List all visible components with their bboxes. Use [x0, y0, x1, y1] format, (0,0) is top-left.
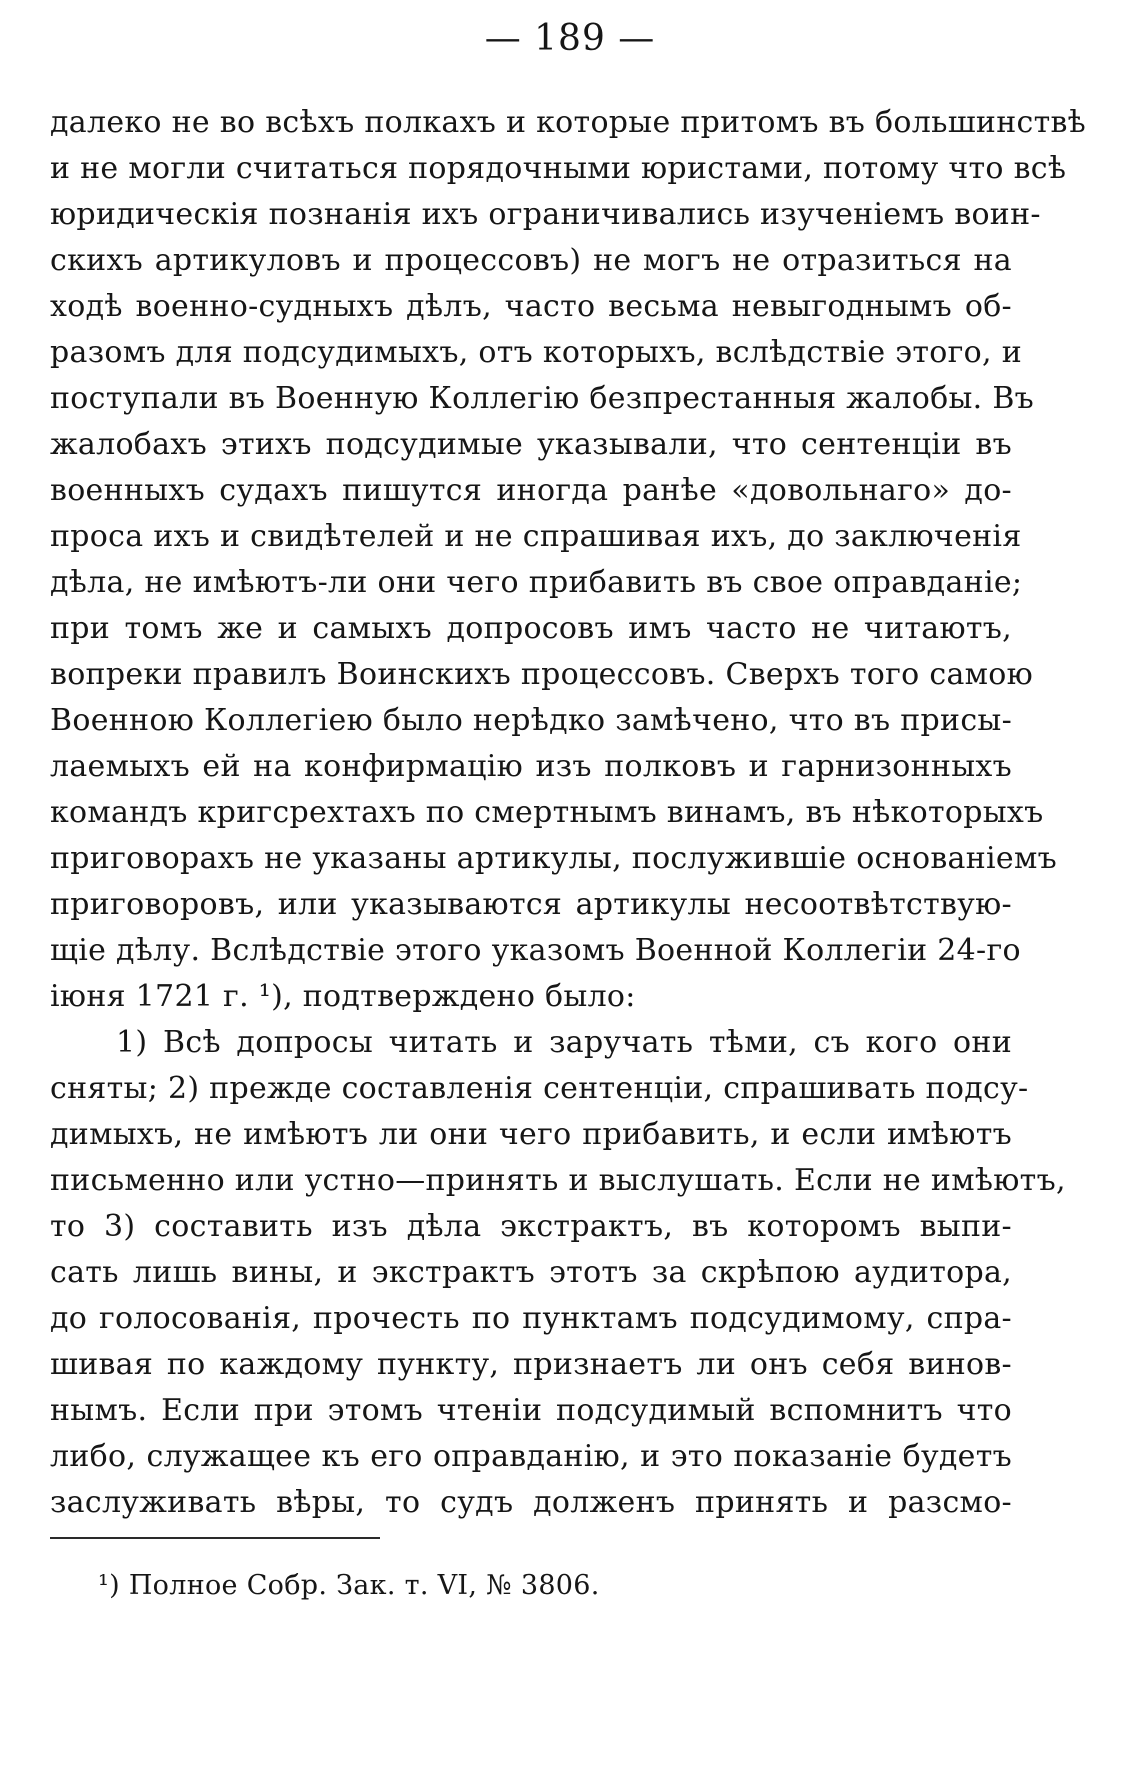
- text-line: приговорахъ не указаны артикулы, послужившіе основаніемъ: [50, 841, 1057, 876]
- text-line: либо, служащее къ его оправданію, и это показаніе будетъ: [50, 1439, 1012, 1474]
- text-line: при томъ же и самыхъ допросовъ имъ часто не читаютъ,: [50, 611, 1012, 646]
- page-number: — 189 —: [484, 18, 656, 59]
- text-line: командъ кригсрехтахъ по смертнымъ винамъ, въ нѣкоторыхъ: [50, 795, 1044, 830]
- body-text: [50, 100, 1087, 1526]
- text-line: ходѣ военно-судныхъ дѣлъ, часто весьма невыгоднымъ об-: [50, 289, 1012, 324]
- text-line: Военною Коллегіею было нерѣдко замѣчено, что въ присы-: [50, 703, 1013, 738]
- text-line: военныхъ судахъ пишутся иногда ранѣе «довольнаго» до-: [50, 473, 1012, 508]
- text-line: приговоровъ, или указываются артикулы несоотвѣтствую-: [50, 887, 1012, 922]
- text-line: щіе дѣлу. Вслѣдствіе этого указомъ Военной Коллегіи 24-го: [50, 933, 1021, 968]
- text-line: скихъ артикуловъ и процессовъ) не могъ не отразиться на: [50, 243, 1012, 278]
- text-line: сать лишь вины, и экстрактъ этотъ за скрѣпою аудитора,: [50, 1255, 1012, 1290]
- text-line: шивая по каждому пункту, признаетъ ли онъ себя винов-: [50, 1347, 1012, 1382]
- text-line: до голосованія, прочесть по пунктамъ подсудимому, спра-: [50, 1301, 1012, 1336]
- text-line: сняты; 2) прежде составленія сентенціи, спрашивать подсу-: [50, 1071, 1029, 1106]
- text-line: то 3) составить изъ дѣла экстрактъ, въ которомъ выпи-: [50, 1209, 1012, 1244]
- text-line: юридическія познанія ихъ ограничивались изученіемъ воин-: [50, 197, 1041, 232]
- text-line: димыхъ, не имѣютъ ли они чего прибавить, и если имѣютъ: [50, 1117, 1012, 1152]
- text-line: письменно или устно—принять и выслушать. Если не имѣютъ,: [50, 1163, 1066, 1198]
- footnote: ¹) Полное Собр. Зак. т. VI, № 3806.: [98, 1570, 600, 1601]
- text-line: жалобахъ этихъ подсудимые указывали, что сентенціи въ: [50, 427, 1012, 462]
- text-line: нымъ. Если при этомъ чтеніи подсудимый вспомнитъ что: [50, 1393, 1012, 1428]
- footnote-divider: [50, 1537, 380, 1539]
- text-line: заслуживать вѣры, то судъ долженъ принять и разсмо-: [50, 1485, 1012, 1520]
- text-line: поступали въ Военную Коллегію безпрестанныя жалобы. Въ: [50, 381, 1035, 416]
- text-line: вопреки правилъ Воинскихъ процессовъ. Сверхъ того самою: [50, 657, 1034, 692]
- text-line: разомъ для подсудимыхъ, отъ которыхъ, вслѣдствіе этого, и: [50, 335, 1023, 370]
- text-line: дѣла, не имѣютъ-ли они чего прибавить въ свое оправданіе;: [50, 565, 1023, 600]
- text-line: далеко не во всѣхъ полкахъ и которые притомъ въ большинствѣ: [50, 105, 1087, 140]
- text-line: іюня 1721 г. ¹), подтверждено было:: [50, 979, 636, 1014]
- text-line: лаемыхъ ей на конфирмацію изъ полковъ и гарнизонныхъ: [50, 749, 1012, 784]
- text-line: 1) Всѣ допросы читать и заручать тѣми, съ кого они: [116, 1025, 1012, 1060]
- text-line: проса ихъ и свидѣтелей и не спрашивая ихъ, до заключенія: [50, 519, 1022, 554]
- text-line: и не могли считаться порядочными юристами, потому что всѣ: [50, 151, 1067, 186]
